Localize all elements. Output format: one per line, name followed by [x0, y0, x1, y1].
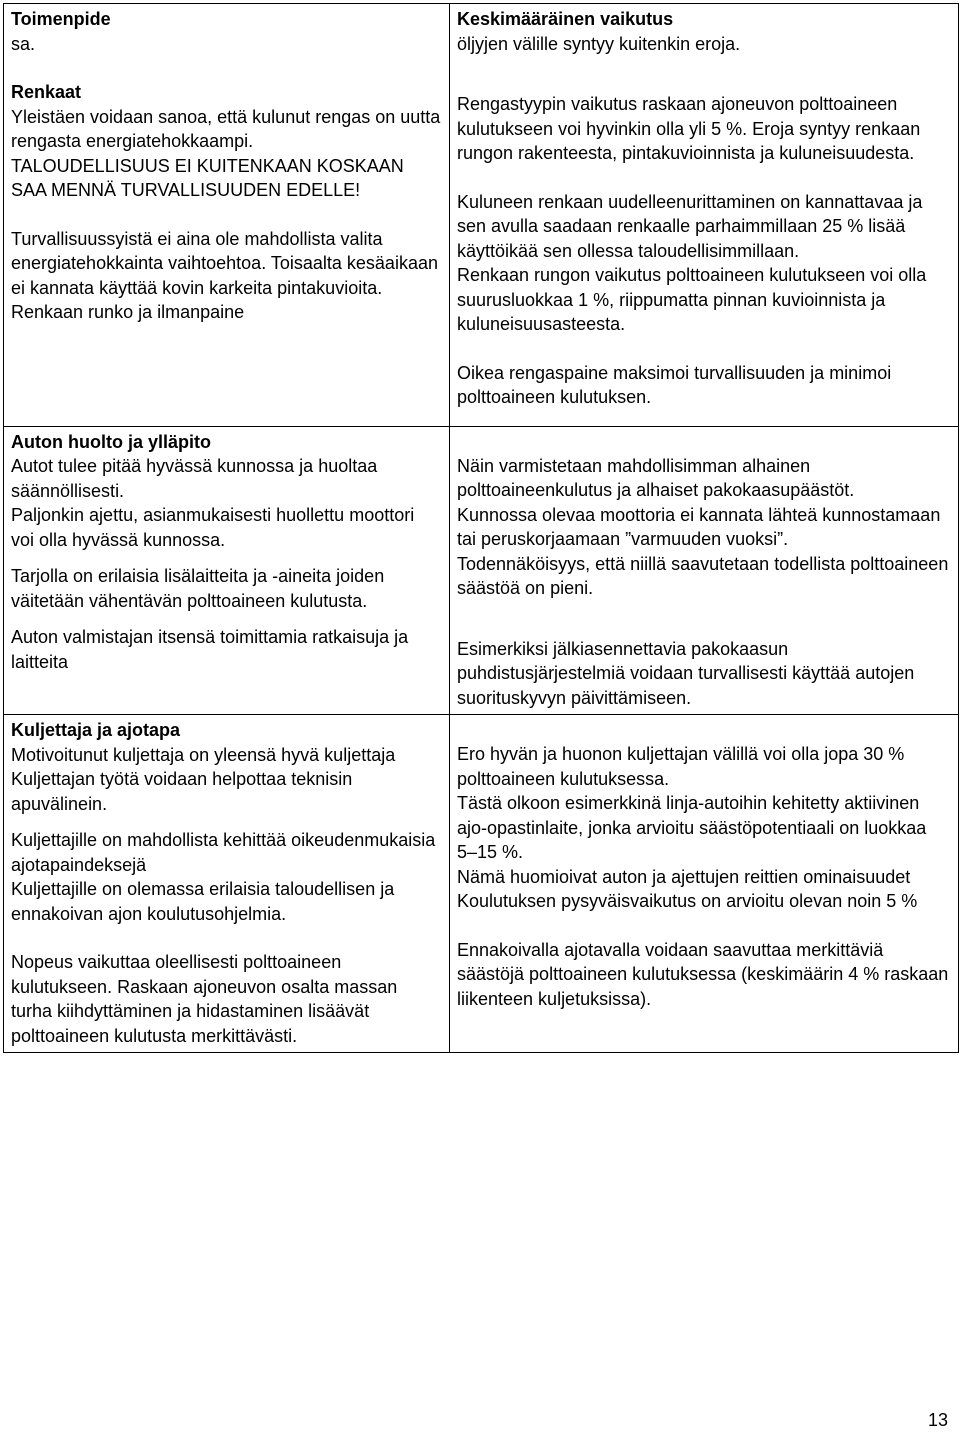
paragraph: Näin varmistetaan mahdollisimman alhainen polttoaineenkulutus ja alhaiset pakokaasupäästöt.	[457, 455, 855, 500]
paragraph: Koulutuksen pysyväisvaikutus on arvioitu olevan noin 5 %	[457, 891, 918, 911]
table-row	[4, 715, 959, 1053]
paragraph: Rengastyypin vaikutus raskaan ajoneuvon polttoaineen kulutukseen voi hyvinkin olla yli 5 %. Eroja syntyy renkaan rungon rakenteesta, pintakuvioinnista ja kuluneisuudesta.	[457, 94, 921, 163]
paragraph: Kunnossa olevaa moottoria ei kannata lähteä kunnostamaan tai peruskorjaamaan ”varmuuden vuoksi”.	[457, 504, 941, 549]
section-heading-driver: Kuljettaja ja ajotapa	[11, 720, 181, 740]
paragraph: Nopeus vaikuttaa oleellisesti polttoaineen kulutukseen. Raskaan ajoneuvon osalta massan turha kiihdyttäminen ja hidastaminen lisäävät polttoaineen kulutusta merkittävästi.	[11, 952, 398, 1046]
section-heading-maintenance: Auton huolto ja ylläpito	[11, 431, 211, 452]
paragraph: Turvallisuussyistä ei aina ole mahdollista valita energiatehokkainta vaihtoehtoa. Toisaalta kesäaikaan ei kannata käyttää kovin karkeita pintakuvioita.	[11, 228, 438, 298]
section-heading-tyres: Renkaat	[11, 82, 82, 102]
right-cell	[450, 426, 959, 715]
paragraph: Renkaan runko ja ilmanpaine	[11, 302, 245, 322]
paragraph: Renkaan rungon vaikutus polttoaineen kulutukseen voi olla suurusluokkaa 1 %, riippumatta pinnan kuvioinnista ja kuluneisuusasteesta.	[457, 265, 927, 334]
paragraph: Todennäköisyys, että niillä saavutetaan todellista polttoaineen säästöä on pieni.	[457, 553, 949, 598]
paragraph: Ero hyvän ja huonon kuljettajan välillä voi olla jopa 30 % polttoaineen kulutuksessa.	[457, 744, 905, 789]
paragraph: sa.	[11, 33, 36, 54]
paragraph: Motivoitunut kuljettaja on yleensä hyvä kuljettaja	[11, 744, 396, 765]
paragraph: Oikea rengaspaine maksimoi turvallisuuden ja minimoi polttoaineen kulutuksen.	[457, 362, 892, 407]
paragraph: Nämä huomioivat auton ja ajettujen reittien ominaisuudet	[457, 866, 911, 887]
paragraph: Tarjolla on erilaisia lisälaitteita ja -aineita joiden väitetään vähentävän polttoaineen kulutusta.	[11, 566, 385, 611]
left-cell	[4, 426, 450, 715]
paragraph: Ennakoivalla ajotavalla voidaan saavuttaa merkittäviä säästöjä polttoaineen kulutuksessa (keskimäärin 4 % raskaan liikenteen kuljetuksissa).	[457, 939, 949, 1009]
paragraph: Autot tulee pitää hyvässä kunnossa ja huoltaa säännöllisesti.	[11, 456, 378, 501]
paragraph: Kuljettajille on mahdollista kehittää oikeudenmukaisia ajotapaindeksejä	[11, 830, 436, 875]
paragraph: Kuluneen renkaan uudelleenurittaminen on kannattavaa ja sen avulla saadaan renkaalle parhaimmillaan 25 % lisää käyttöikää sen ollessa taloudellisimmillaan.	[457, 191, 923, 261]
column-heading-measure: Toimenpide	[11, 9, 111, 29]
paragraph: öljyjen välille syntyy kuitenkin eroja.	[457, 33, 741, 54]
paragraph: Kuljettajille on olemassa erilaisia taloudellisen ja ennakoivan ajon koulutusohjelmia.	[11, 879, 395, 924]
right-cell	[450, 715, 959, 1053]
page-number: 13	[927, 1410, 948, 1430]
paragraph: Yleistäen voidaan sanoa, että kulunut rengas on uutta rengasta energiatehokkaampi.	[11, 106, 441, 151]
content-table	[3, 3, 959, 1053]
left-cell	[4, 715, 450, 1053]
paragraph: Esimerkiksi jälkiasennettavia pakokaasun puhdistusjärjestelmiä voidaan turvallisesti käyttää autojen suorituskyvyn päivittämiseen.	[457, 638, 915, 708]
left-cell	[4, 4, 450, 427]
right-cell	[450, 4, 959, 427]
paragraph: Auton valmistajan itsensä toimittamia ratkaisuja ja laitteita	[11, 627, 409, 672]
paragraph: TALOUDELLISUUS EI KUITENKAAN KOSKAAN SAA MENNÄ TURVALLISUUDEN EDELLE!	[11, 155, 404, 200]
paragraph: Tästä olkoon esimerkkinä linja-autoihin kehitetty aktiivinen ajo-opastinlaite, jonka arvioitu säästöpotentiaali on luokkaa 5–15 %.	[457, 793, 927, 862]
paragraph: Paljonkin ajettu, asianmukaisesti huollettu moottori voi olla hyvässä kunnossa.	[11, 505, 415, 550]
table-row	[4, 4, 959, 427]
column-heading-effect: Keskimääräinen vaikutus	[457, 9, 674, 29]
paragraph: Kuljettajan työtä voidaan helpottaa teknisin apuvälinein.	[11, 769, 353, 814]
table-row	[4, 426, 959, 715]
